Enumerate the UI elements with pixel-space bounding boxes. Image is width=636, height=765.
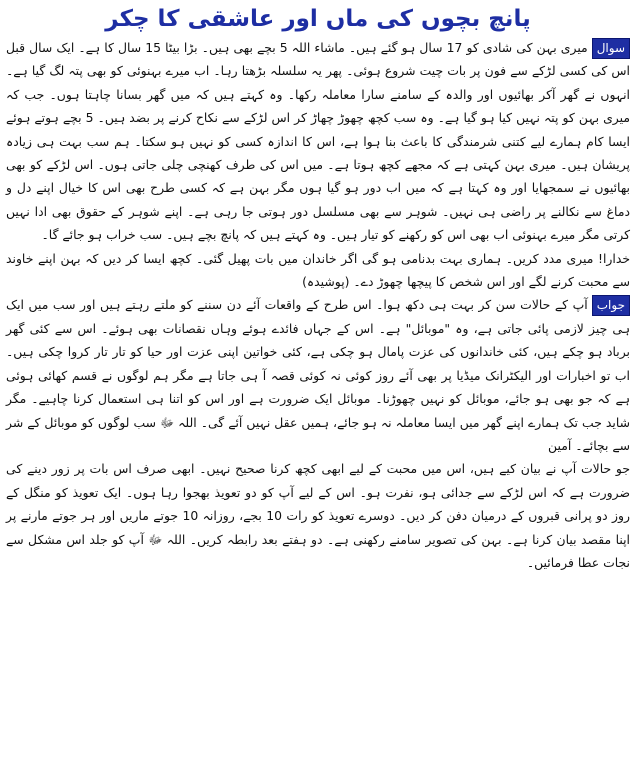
question-text-2: خدارا! میری مدد کریں۔ ہماری بہت بدنامی ہو گی اگر خاندان میں بات پھیل گئی۔ کچھ ایسا کر دیں کہ بہن اپنے خاوند سے محبت کرنے لگے اور اس شخص کا پیچھا چھوڑ دے۔ (پوشیدہ) <box>6 250 630 290</box>
answer-text-1: آپ کے حالات سن کر بہت ہی دکھ ہوا۔ اس طرح کے واقعات آئے دن سننے کو ملتے رہتے ہیں اور سب میں ایک ہی چیز لازمی پائی جاتی ہے، وہ "موبائل" ہے۔ اس کے جہاں فائدے ہوئے وہاں نقصانات بھی ہوئے۔ اس سے کئی گھر برباد ہو چکے ہیں، کئی خاندانوں کی عزت پامال ہو چکی ہے، کئی خواتین اپنی عزت اور حیا کو تار تار کروا چکی ہیں۔ اب تو اخبارات اور الیکٹرانک میڈیا پر بھی آئے روز کوئی نہ کوئی قصہ آ ہی جاتا ہے مگر ہم لوگوں نے قسم کھائی ہوئی ہے کہ جو بھی ہو جائے، موبائل کو نہیں چھوڑنا۔ موبائل ایک ضرورت ہے اور اس کو اتنا ہی استعمال کرنا چاہیے۔ مگر شاید جب تک ہمارے اپنے گھر میں ایسا معاملہ نہ ہو جائے، ہمیں عقل نہیں آئے گی۔ اللہ ﷻ سب لوگوں کو موبائل کے شر سے بچائے۔ آمین <box>6 297 630 453</box>
question-label: سوال <box>592 38 630 59</box>
article-body <box>0 36 636 574</box>
answer-paragraph-2 <box>6 457 630 574</box>
question-paragraph-2 <box>6 247 630 294</box>
question-paragraph-1 <box>6 36 630 247</box>
article-title: پانچ بچوں کی ماں اور عاشقی کا چکر <box>105 6 531 32</box>
answer-paragraph-1 <box>6 293 630 457</box>
question-text-1: میری بہن کی شادی کو 17 سال ہو گئے ہیں۔ ماشاء اللہ 5 بچے بھی ہیں۔ بڑا بیٹا 15 سال کا ہے۔ ایک سال قبل اس کی کسی لڑکے سے فون پر بات چیت شروع ہوئی۔ پھر یہ سلسلہ بڑھتا رہا۔ اب میرے بہنوئی کو بھی پتہ لگ گیا ہے۔ انہوں نے گھر آکر بھائیوں اور والدہ کے سامنے سارا معاملہ رکھا۔ وہ کہتے ہیں کہ میں گھر بسانا چاہتا ہوں۔ جب کہ میری بہن کو پتہ نہیں کیا ہو گیا ہے۔ وہ سب کچھ چھوڑ چھاڑ کر اس لڑکے سے نکاح کرنے پر بضد ہیں۔ 5 بچے ہوتے ہوئے ایسا کام ہمارے لیے کتنی شرمندگی کا باعث بنا ہوا ہے، اس کا اندازہ کسی کو نہیں ہو سکتا۔ ہم سب بہت ہی زیادہ پریشان ہیں۔ میری بہن کہتی ہے کہ مجھے کچھ ہوتا ہے۔ میں اس کی طرف کھنچی چلی جاتی ہوں۔ اس لڑکے کو بھی بھائیوں نے سمجھایا اور وہ کہتا ہے کہ میں اب دور ہو گیا ہوں مگر بہن ہے کہ کسی طرح بھی اس کا خیال اپنے دل و دماغ سے نکالنے پر راضی ہی نہیں۔ شوہر سے بھی مسلسل دور ہوتی جا رہی ہے۔ اپنے شوہر کے حقوق بھی ادا نہیں کرتی مگر میرے بہنوئی اب بھی اس کو رکھنے کو تیار ہیں۔ وہ کہتے ہیں کہ پانچ بچے ہیں۔ سب خراب ہو جائے گا۔ <box>6 40 630 243</box>
answer-label: جواب <box>592 295 630 316</box>
answer-text-2: جو حالات آپ نے بیان کیے ہیں، اس میں محبت کے لیے ابھی کچھ کرنا صحیح نہیں۔ ابھی صرف اس بات پر زور دینے کی ضرورت ہے کہ اس لڑکے سے جدائی ہو، نفرت ہو۔ اس کے لیے آپ کو دو تعویذ بھجوا رہا ہوں۔ ایک تعویذ کو منگل کے روز دو پرانی قبروں کے درمیان دفن کر دیں۔ دوسرے تعویذ کو رات 10 بجے، روزانہ 10 جوتے ماریں اور ہر جوتے مارنے پر اپنا مقصد بیان کرنا ہے۔ بہن کی تصویر سامنے رکھنی ہے۔ دو ہفتے بعد رابطہ کریں۔ اللہ ﷻ آپ کو جلد اس مشکل سے نجات عطا فرمائیں۔ <box>6 461 630 570</box>
